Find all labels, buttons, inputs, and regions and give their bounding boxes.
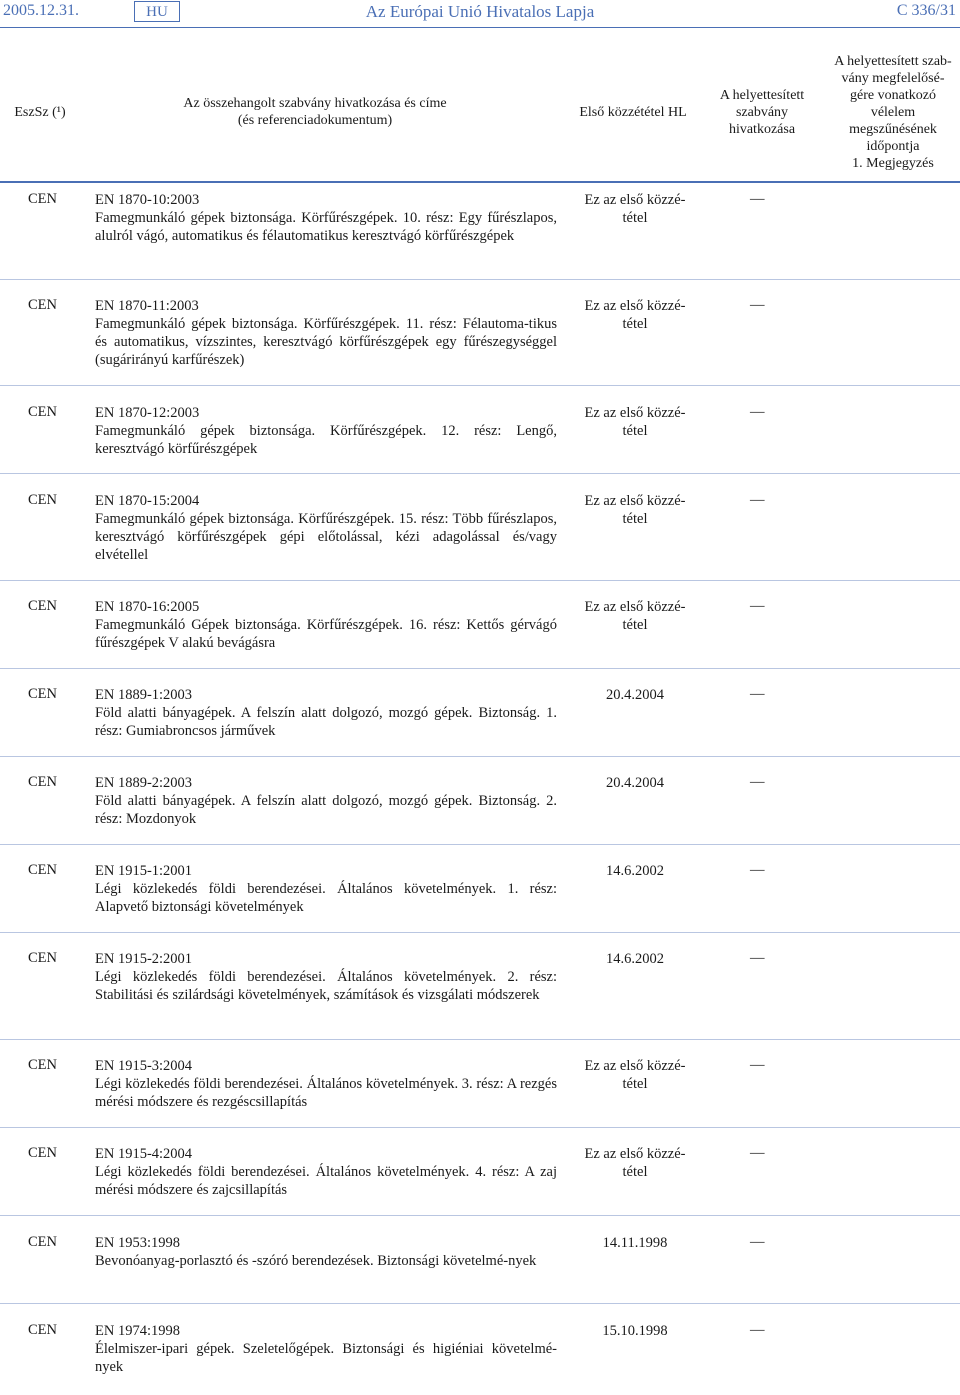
page-number: C 336/31 (896, 2, 956, 19)
row-separator (0, 473, 960, 474)
standard-code: EN 1915-3:2004 (95, 1058, 193, 1074)
standard-title: Légi közlekedés földi berendezései. Általános követelmények. 2. rész: Stabilitási és szilárdsági követelmények, számítások és vizsgálati módszerek (95, 969, 557, 1003)
org-cell: CEN (28, 404, 57, 420)
standard-cell (95, 1145, 557, 1199)
replaced-standard-cell: — (750, 1057, 765, 1073)
col-header-title: Az összehangolt szabvány hivatkozása és címe (és referenciadokumentum) (183, 96, 447, 128)
standard-title: Famegmunkáló gépek biztonsága. Körfűrészgépek. 11. rész: Félautoma-tikus és automatikus, vízszintes, keresztvágó körfűrészgépek egy fűrészegységgel (sugárirányú karfűrészek) (95, 316, 557, 368)
language-badge: HU (134, 1, 180, 22)
org-cell: CEN (28, 1057, 57, 1073)
standard-title: Famegmunkáló gépek biztonsága. Körfűrészgépek. 12. rész: Lengő, keresztvágó körfűrészgépek (95, 423, 557, 457)
standard-title: Famegmunkáló gépek biztonsága. Körfűrészgépek. 15. rész: Több fűrészlapos, keresztvágó körfűrészgépek gépi előtolással, kézi adagolással és/vagy elvétellel (95, 511, 557, 563)
standard-cell (95, 1234, 557, 1270)
row-separator (0, 668, 960, 669)
standard-title: Bevonóanyag-porlasztó és -szóró berendezések. Biztonsági követelmé-nyek (95, 1253, 537, 1269)
replaced-standard-cell: — (750, 950, 765, 966)
first-publication-cell: 20.4.2004 (606, 687, 664, 703)
standard-title: Famegmunkáló gépek biztonsága. Körfűrészgépek. 10. rész: Egy fűrészlapos, alulról vágó, automatikus és félautomatikus keresztvágó körfűrészgépek (95, 210, 557, 244)
page-header (0, 0, 960, 26)
row-separator (0, 580, 960, 581)
first-publication-cell: Ez az első közzé- tétel (584, 493, 686, 527)
replaced-standard-cell: — (750, 686, 765, 702)
standard-title: Föld alatti bányagépek. A felszín alatt dolgozó, mozgó gépek. Biztonság. 2. rész: Mozdonyok (95, 793, 557, 827)
replaced-standard-cell: — (750, 774, 765, 790)
first-publication-cell: Ez az első közzé- tétel (584, 298, 686, 332)
issue-date: 2005.12.31. (3, 2, 79, 19)
standard-cell (95, 191, 557, 245)
replaced-standard-cell: — (750, 1234, 765, 1250)
standard-code: EN 1974:1998 (95, 1323, 180, 1339)
standard-cell (95, 492, 557, 564)
row-separator (0, 1303, 960, 1304)
standard-code: EN 1915-1:2001 (95, 863, 193, 879)
standard-code: EN 1953:1998 (95, 1235, 180, 1251)
replaced-standard-cell: — (750, 297, 765, 313)
standard-cell (95, 774, 557, 828)
standard-title: Légi közlekedés földi berendezései. Általános követelmények. 1. rész: Alapvető biztonsági követelmények (95, 881, 557, 915)
first-publication-cell: 14.11.1998 (602, 1235, 668, 1251)
replaced-standard-cell: — (750, 1322, 765, 1338)
replaced-standard-cell: — (750, 492, 765, 508)
header-rule (0, 27, 960, 28)
standard-cell (95, 1057, 557, 1111)
org-cell: CEN (28, 950, 57, 966)
standard-code: EN 1915-4:2004 (95, 1146, 193, 1162)
first-publication-cell: Ez az első közzé- tétel (584, 1058, 686, 1092)
row-separator (0, 385, 960, 386)
replaced-standard-cell: — (750, 598, 765, 614)
standard-code: EN 1870-10:2003 (95, 192, 200, 208)
first-publication-cell: Ez az első közzé- tétel (584, 599, 686, 633)
first-publication-cell: Ez az első közzé- tétel (584, 1146, 686, 1180)
replaced-standard-cell: — (750, 191, 765, 207)
first-publication-cell: 20.4.2004 (606, 775, 664, 791)
first-publication-cell: Ez az első közzé- tétel (584, 405, 686, 439)
row-separator (0, 756, 960, 757)
journal-title: Az Európai Unió Hivatalos Lapja (365, 2, 595, 21)
standard-title: Élelmiszer-ipari gépek. Szeletelőgépek. Biztonsági és higiéniai követelmé-nyek (95, 1341, 557, 1375)
col-header-replaced-ref: A helyettesített szabvány hivatkozása (719, 87, 805, 137)
org-cell: CEN (28, 862, 57, 878)
standard-title: Famegmunkáló Gépek biztonsága. Körfűrészgépek. 16. rész: Kettős gérvágó fűrészgépek V alakú bevágásra (95, 617, 557, 651)
standard-title: Légi közlekedés földi berendezései. Általános követelmények. 4. rész: A zaj mérési módszere és zajcsillapítás (95, 1164, 557, 1198)
standard-cell (95, 598, 557, 652)
standard-code: EN 1870-11:2003 (95, 298, 199, 314)
standard-cell (95, 862, 557, 916)
replaced-standard-cell: — (750, 1145, 765, 1161)
standard-code: EN 1870-12:2003 (95, 405, 200, 421)
org-cell: CEN (28, 191, 57, 207)
col-header-eszsz: EszSz (¹) (14, 104, 66, 120)
org-cell: CEN (28, 598, 57, 614)
standard-code: EN 1870-15:2004 (95, 493, 200, 509)
row-separator (0, 1215, 960, 1216)
standard-code: EN 1870-16:2005 (95, 599, 200, 615)
standard-cell (95, 1322, 557, 1376)
org-cell: CEN (28, 492, 57, 508)
first-publication-cell: Ez az első közzé- tétel (584, 192, 686, 226)
replaced-standard-cell: — (750, 862, 765, 878)
standard-cell (95, 950, 557, 1004)
org-cell: CEN (28, 1234, 57, 1250)
row-separator (0, 844, 960, 845)
org-cell: CEN (28, 774, 57, 790)
org-cell: CEN (28, 686, 57, 702)
row-separator (0, 279, 960, 280)
col-header-first-pub: Első közzététel HL (579, 104, 687, 120)
standard-cell (95, 404, 557, 458)
col-header-cessation-date: A helyettesített szab- vány megfelelősé- gére vonatkozó vélelem megszűnésének időpontja 1. Megjegyzés (834, 53, 952, 171)
standard-cell (95, 686, 557, 740)
standard-code: EN 1889-2:2003 (95, 775, 193, 791)
org-cell: CEN (28, 1145, 57, 1161)
standard-code: EN 1915-2:2001 (95, 951, 193, 967)
replaced-standard-cell: — (750, 404, 765, 420)
row-separator (0, 1127, 960, 1128)
org-cell: CEN (28, 1322, 57, 1338)
row-separator (0, 932, 960, 933)
first-publication-cell: 14.6.2002 (606, 863, 664, 879)
standard-cell (95, 297, 557, 369)
standard-code: EN 1889-1:2003 (95, 687, 193, 703)
row-separator (0, 1039, 960, 1040)
header-bottom-rule (0, 181, 960, 183)
first-publication-cell: 14.6.2002 (606, 951, 664, 967)
standard-title: Föld alatti bányagépek. A felszín alatt dolgozó, mozgó gépek. Biztonság. 1. rész: Gumiabroncsos járművek (95, 705, 557, 739)
org-cell: CEN (28, 297, 57, 313)
first-publication-cell: 15.10.1998 (602, 1323, 668, 1339)
standard-title: Légi közlekedés földi berendezései. Általános követelmények. 3. rész: A rezgés mérési módszere és rezgéscsillapítás (95, 1076, 557, 1110)
